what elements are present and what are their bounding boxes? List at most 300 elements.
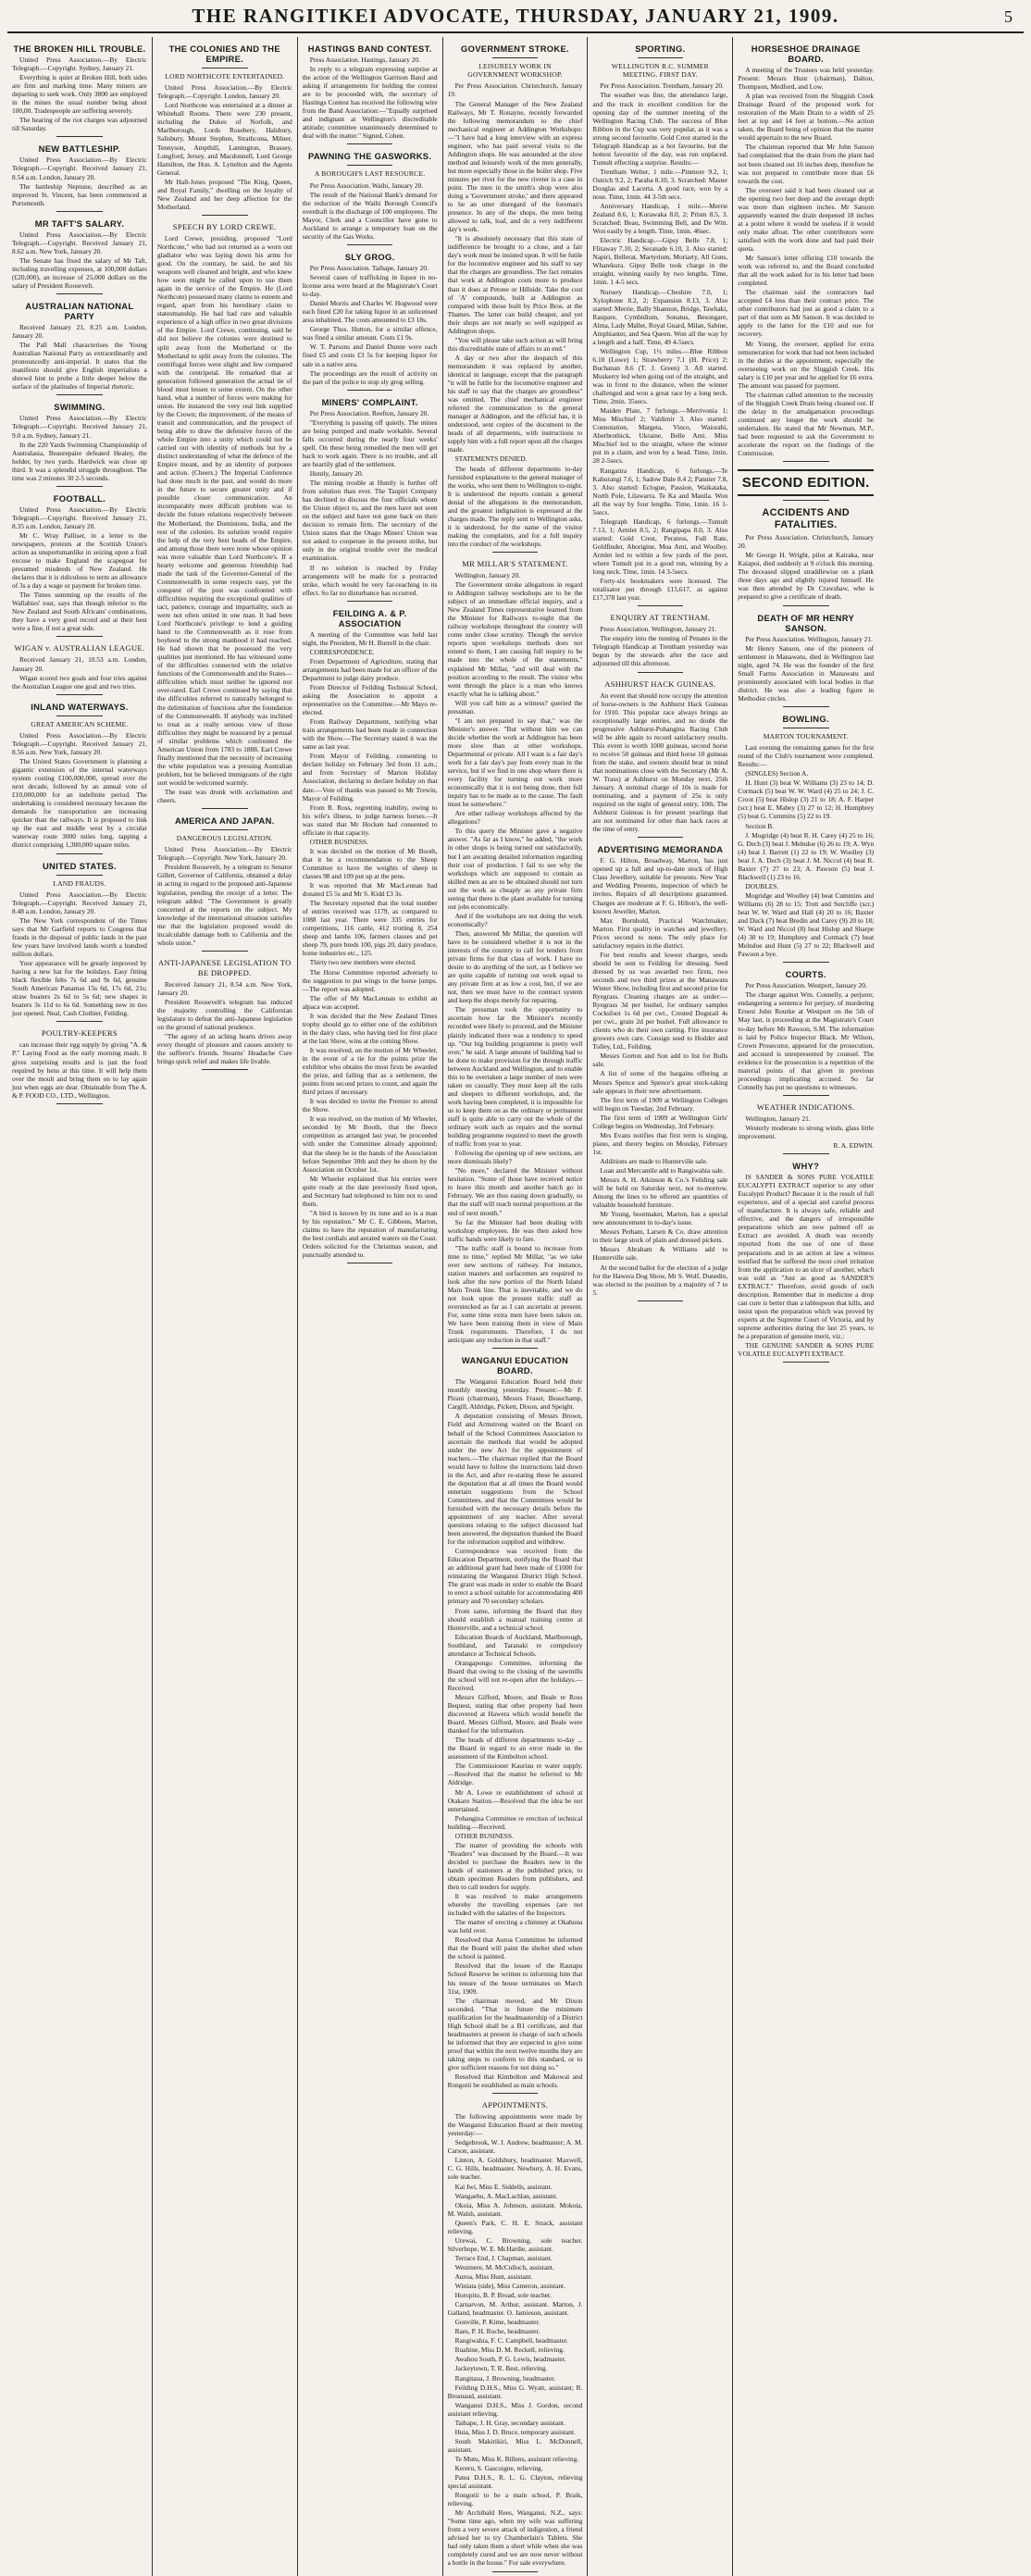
article-paragraph: Mr C. Wray Palliser, in a letter to the newspapers, protests at the Scottish Union's action as unsportsmanlike in seizing upon a frail excuse to make England the scapegoat for presumed misdeeds of New Zealand. He declares that it is ridiculous to term an allowance of 3s a day a wage or payment for broken time. xyxy=(12,530,147,591)
article-paragraph: Messrs Gorton and Son add to list for Bulls sale. xyxy=(592,1052,728,1069)
divider xyxy=(783,500,829,501)
article-paragraph: From Railway Department, notifying what train arrangements had been made in connection with the Show.—The Secretary stated it was the same as last year. xyxy=(302,717,438,752)
article-paragraph: Rangiwahia, F. C. Campbell, headmaster. xyxy=(454,2336,568,2346)
article-paragraph: Jackeytown, T. R. Best, relieving. xyxy=(454,2364,548,2373)
article-paragraph: Resolved that the lessee of the Rautapu School Reserve be written to informing him that his tenure of the house terminates on March 31st, 1909. xyxy=(447,1961,583,1996)
article-paragraph: Wellington Cup, 1½ miles.—Blue Ribbon 6.10 (Lowe) 1; Strawberry 7.1 (H. Price) 2; Buchanan 8.6 (T. J. Green) 3. All started. Muskerry led when going out of the straight, and was in front to the distance, when the winner challenged and won a great race by a long neck. Time, 2min. 35secs. xyxy=(592,346,728,406)
article xyxy=(12,218,147,294)
article-paragraph: Mr Archibald Rees, Wanganui, N.Z., says: "Some time ago, when my wife was suffering from a very severe attack of indigestion, a friend advised her to try Chamberlain's Tablets. She had only taken them a short while when she was completely cured and we are now never without a bottle in the house." For sale everywhere. xyxy=(447,2508,583,2568)
article-paragraph: In the 220 Yards Swimming Championship of Australasia, Beaurepaire defeated Healey, the holder, by two yards. Hardwick was close up third. It was a splendid struggle throughout. The time was 2 minutes 30 2-5 seconds. xyxy=(12,440,147,482)
article-paragraph: Last evening the remaining games for the first round of the Club's tournament were completed. Results:— xyxy=(738,743,875,769)
divider xyxy=(202,829,248,830)
article-paragraph: Maiden Plate, 7 furlongs.—Merrivonia 1; Miss Mischief 2; Valdimir 3. Also started: Connotation, Margeta, Vinco, Waiorahi, Aberbrothick, Ukraine, Belle Ami. Miss Mischief led to the straight, where the winner put in a claim, and won by a head. Time, 1min. 28 2-5secs. xyxy=(592,406,728,466)
article-paragraph: OTHER BUSINESS. xyxy=(454,1831,514,1840)
article-paragraph: "It is absolutely necessary that this state of indifference be brought to a close, and a fair day's work must be insisted upon. It will be futile for the locomotive engineer and his staff to say that the charges are groundless. The fact remains that work at Addington costs more to produce than it does at Petone or Hillside. Take the cost of 'A' compounds, built at Addington as compared with those built by Price Bros. at the Thames. The latter can build cheaper, and yet their shops are not nearly so well equipped as Addington shops. xyxy=(447,234,583,335)
article-paragraph: Education Boards of Auckland, Marlborough, Southland, and Taranaki re compulsory attendance at Technical Schools. xyxy=(447,1632,583,1658)
article xyxy=(738,1102,874,1154)
article-headline: GOVERNMENT STROKE. xyxy=(461,44,569,54)
article-paragraph: President Roosevelt's telegram has induced the majority controlling the Californian legislature to defeat the anti-Japanese legislation on the ground of national prudence. xyxy=(156,997,292,1032)
divider xyxy=(56,293,103,294)
article xyxy=(303,397,438,602)
article-paragraph: If no solution is reached by Friday arrangements will be made for a protracted strike, which would be very far-reaching in its effect. So far no disturbance has occurred. xyxy=(302,563,438,597)
article-paragraph: United Press Association.—By Electric Telegraph.—Copyright. Received January 21, 8.62 a.m. New York, January 20. xyxy=(12,230,147,255)
column-4 xyxy=(443,37,589,2576)
article-paragraph: The mining trouble at Huntly is further off from solution than ever. The Taupiri Company has declined to discuss the four officials whom the Union object to, and the men have not seen on the subject and have not gone back on their decision to remain firm. The secretary of the Union states that the Otago Miners' Union was not asked to cooperate in the present strike, but only in the original trouble over the medical examination. xyxy=(302,479,438,563)
article-paragraph: The Government stroke allegations in regard to Addington railway workshops are to be the subject of an immediate official inquiry, and a New Zealand Times representative learned from the Minister for Railways to-night that the railway workshops throughout the country will come under close scrutiny. Though the service reports upon workshops methods does not extend to them, I am causing full inquiry to be made into the whole of the statements," explained Mr Millar, "and will deal with the position according to the result. The visitor who went through the place is a man who knows exactly what he is talking about." xyxy=(447,580,583,698)
column-2 xyxy=(153,37,298,2576)
article-headline: NEW BATTLESHIP. xyxy=(38,143,121,155)
article-paragraph: Orangapongo Committee, informing the Board that owing to the closing of the sawmills the school will not re-open after the holidays.—Received. xyxy=(447,1658,583,1692)
article-headline: SWIMMING. xyxy=(54,402,106,413)
article-headline: FEILDING A. & P. ASSOCIATION xyxy=(332,607,407,628)
article-paragraph: Wigan scored two goals and four tries against the Australian League one goal and two tries. xyxy=(12,673,147,691)
article xyxy=(12,643,147,694)
article-headline: THE COLONIES AND THE EMPIRE. xyxy=(168,44,280,64)
article-headline: SECOND EDITION. xyxy=(738,469,874,496)
article-paragraph: Okoia, Miss A. Johnson, assistant. Mokoia, M. Walsh, assistant. xyxy=(447,2200,583,2218)
article-subheadline: DANGEROUS LEGISLATION. xyxy=(176,834,273,843)
article-paragraph: At the second ballot for the election of a judge for the Hawera Dog Show, Mr S. Wolf, Dunedin, was elected to the position by a majority of 7 to 5. xyxy=(592,1263,728,1297)
article-paragraph: STATEMENTS DENIED. xyxy=(454,454,528,464)
article-paragraph: United Press Association.—By Electric Telegraph.—Copyright. Received January 21, 9.0 a.m. Sydney, January 21. xyxy=(12,414,147,440)
divider xyxy=(56,1103,103,1104)
article-headline: MINERS' COMPLAINT. xyxy=(321,396,418,407)
article-paragraph: United Press Association.—By Electric Telegraph.—Copyright. Received January 21, 8.48 a.m. London, January 20. xyxy=(12,890,147,915)
article-paragraph: The pressman took the opportunity to ascertain how far the Minister's recently recorded were likely to proceed, and the Minister plainly indicated there was a tendency to speed up. "Our big building programme is pretty well over," he said. A large amount of building had to be done to make provision for the through traffic between Auckland and Wellington, and to enable this to be overtaken a large number of men were taken on casually. They must keep all the rails and sleepers to different workshops, and, the work having been completed, it is impossible for us to keep them on as the ordinary or permanent staff is quite able to carry out the whole of the ordinary work such as repairs and the normal building programme required to meet the growth of traffic from year to year. xyxy=(447,1005,583,1149)
article-paragraph: Mr Henry Sanson, one of the pioneers of settlement in Manawatu, died in Wellington last night, aged 74. He was the founder of the first Small Farms Association in Manawatu and prominently associated with local bodies in that district. He was also a leading figure in Methodist circles. xyxy=(738,643,875,703)
article xyxy=(592,679,727,839)
divider xyxy=(202,951,248,952)
article-paragraph: The chairman moved, and Mr Dixon seconded, "That in future the minimum qualification for the headmastership of a District High School shall be a B1 certificate, and that headmasters at present in charge of such schools be informed that they are expected to give some proof that within the next twelve months they are taking steps to conform to this standard, or to give sufficient reasons for not doing so." xyxy=(447,1996,583,2072)
article-paragraph: Resolved that Kimbolton and Makowai and Rongotii be established as main schools. xyxy=(447,2072,583,2090)
divider xyxy=(783,706,829,707)
article-paragraph: Press Association. Wellington, January 21. xyxy=(600,625,717,634)
article-paragraph: Your appearance will be greatly improved by having a new hat for the holidays. Easy fitting black flexible felts 7s 6d and 9s 6d, genuine South American Panamas 15s 6d, 17s 6d, 21s; straw boaters 2s 6d to 5s 6d; new shapes in boaters 3s 11d to 6s 6d. Something new in ties just opened. Neal, Cash Clothier, Feilding. xyxy=(12,959,147,1018)
article-paragraph: Huia, Miss J. D. Bruce, temporary assistant. xyxy=(454,2427,576,2436)
article-paragraph: Resolved that Auroa Committee be informed that the Board will paint the shelter shed when the school is painted. xyxy=(447,1935,583,1961)
article-paragraph: Mr Wheeler explained that his entries were quite ready at the date previously fixed upon, and Secretary had telephoned to him not to send them. xyxy=(302,1174,438,1208)
article-headline: BOWLING. xyxy=(782,713,829,724)
article-paragraph: Per Press Association. Wellington, January 21. xyxy=(745,634,873,643)
article-paragraph: Raes, P. H. Roche, headmaster. xyxy=(454,2327,540,2336)
article-paragraph: The overseer said it had been cleaned out at the opening two feet deep and the average depth was more than eighteen inches. Mr Sanson apparently wanted the drain deepened 18 inches at a point where it would be useless if it would only make afloat. The other contributors were satisfied with the work done and had paid their quota. xyxy=(738,185,875,253)
article-paragraph: Queen's Park, C. H. E. Strack, assistant relieving. xyxy=(447,2218,583,2235)
article-columns xyxy=(7,37,1024,2568)
article-paragraph: Thirty two new members were elected. xyxy=(309,958,417,967)
article-paragraph: Messrs A. H. Atkinson & Co.'s Feilding sale will be held on Saturday next, not to-morrow. Among the lines to be offered are quantities of valuable household furniture. xyxy=(592,1176,728,1210)
article-paragraph: From Department of Agriculture, stating that arrangements had been made for an officer of the Department to judge dairy produce. xyxy=(302,656,438,682)
article xyxy=(592,844,727,1300)
article-paragraph: The Horse Committee reported adversely to the suggestion to put wings to the horse jumps.—The report was adopted. xyxy=(302,967,438,993)
article-paragraph: "You will please take such action as will bring this discreditable state of affairs to an end." xyxy=(447,335,583,353)
article-subheadline: LORD NORTHCOTE ENTERTAINED. xyxy=(165,72,285,81)
article-signature: R. A. EDWIN. xyxy=(833,1141,875,1151)
article-paragraph: Ruahine, Miss D. M. Reckell, relieving. xyxy=(454,2346,565,2355)
article xyxy=(738,714,874,963)
article-paragraph: "The traffic staff is bound to increase from time to time," replied Mr Millar, "as we take over new sections of railway. For instance, station masters and surfacemen are required to look after the new portion of the North Island Main Trunk line. That is inevitable, and we do not look upon the present traffic staff as overstocked as far as I can ascertain at present. For, some time extra men have been taken on. We have been training them in view of Main Trunk requirements. Therefore, I do not anticipate any reduction in that staff." xyxy=(447,1243,583,1345)
page-number: 5 xyxy=(1004,7,1012,26)
article-headline: WEATHER INDICATIONS. xyxy=(756,1101,855,1112)
divider xyxy=(202,215,248,216)
article-subheadline: GREAT AMERICAN SCHEME. xyxy=(31,719,129,728)
article-paragraph: "I am not prepared to say that," was the Minister's answer. "But without him we can decide whether the work at Addington has been more slow than at other workshops. Departmental or private. All I want is a fair day's work for a fair day's pay from every man in the service, but if we find in one shop where there is every facility for turning out work more economically that it is not being done, then full inquiry has to be made as to the cause. The fault must be somewhere." xyxy=(447,716,583,809)
article-subheadline: WELLINGTON R.C. SUMMER MEETING. FIRST DAY. xyxy=(611,62,709,80)
article-paragraph: United Press Association.—By Electric Telegraph.—Copyright. New York, January 20. xyxy=(156,845,292,863)
article-paragraph: Received January 21, 8.25 a.m. London, January 20. xyxy=(12,323,147,341)
article-paragraph: THE GENUINE SANDER & SONS PURE VOLATILE EUCALYPTI EXTRACT. xyxy=(738,1341,875,1359)
divider xyxy=(638,672,684,673)
article-paragraph: Feilding D.H.S., Miss G. Wyatt, assistant; R. Brosnaud, assistant. xyxy=(447,2383,583,2400)
article-paragraph: The United States Government is planning a gigantic extension of the internal waterways system costing £100,000,000, spread over the next decade, followed by an annual vote of £10,000,000 for an indefinite period. The undertaking is considered necessary because the demands for transportation are increasing quicker than the railways. It is proposed to link up the east and middle west by a circular waterway route 3000 miles long, tapping a district comprising 1,300,000 square miles. xyxy=(12,757,147,850)
article-paragraph: Te Mutu, Miss K. Billens, assistant relieving. xyxy=(454,2454,579,2463)
article-paragraph: (SINGLES) Section A. xyxy=(745,769,809,778)
article-paragraph: CORRESPONDENCE. xyxy=(309,647,375,656)
article xyxy=(448,559,583,1349)
article-paragraph: The battleship Neptune, described as an improved St. Vincent, has been commenced at Portsmouth. xyxy=(12,181,147,207)
article-headline: WANGANUI EDUCATION BOARD. xyxy=(461,1355,569,1376)
article-paragraph: Lord Crewe, presiding, proposed "Lord Northcote," who had not returned as a worn out gladiator who was laying down his arms for good. On the contrary, he said, he and his weapons well cleaned and bright, and who knew how soon might be called upon to use them again in the service of the Empire. He (Lord Northcote) possessed many claims to esteem and regard, apart from his hereditary claim to statesmanship. He had had rare and valuable experience of a high office in two great divisions of the Empire. Lord Crewe, continuing, said he did not believe the colonies were destined to split away from the Motherland or the Motherland to split away from the colonies. The centrifugal forces were slight and few compared with the centripetal. He remarked that at generation followed generation the actual tie of blood must lessen to some extent. On the other hand, what a number of forces were making for union. He instanced the very real link supplied by the Crown; the improvement, of the means of transit and communication, and the prospect of being able to draw the defensive forces of the whole Empire into a unity which could not be carried out with identity of methods but by a distinct understanding of what the defence of the Empire meant, and by an identity of purposes and action. (Cheers.) The Imperial Conference had done much in the past, and would do more in the future to secure greater unity and if possible closer communication. An incomparably more difficult problem was to decide the future relations respectively between the Motherland, the Dominions, India, and the rest of the colonies. Its solution would require the help of the very best heads of the Empire, and among those there were none whose opinion was more valuable than Lord Northcote's. If a hearty welcome and generous friendship had made the task of the Governor-General of the Commonwealth in some respects easy, yet the conquest of the post was confronted with difficulties requiring the exceptional qualities of tact, patience, courage and impartiality, such as were not often united in one man. It had been Lord Northcote's privilege to lend a guiding hand to the Commonwealth as it rose from boyhood to the strong manhood it had reached. He had shown that he possessed the very qualities just mentioned. He has witnessed some of the difficulties connected with the relative functions of the Commonwealth and the States—difficulties which must neither be ignored nor over-rated. Earl Crewe continued by saying that the difficulties referred to naturally belonged to the delimitation of functions after the foundation of the Commonwealth. If anybody was inclined to treat as a really serious view of those difficulties they might be reassured by a perusal of similar problems which confronted the American Union from 1783 to 1888. Earl Crewe finally mentioned that the necessity of increasing the white population was a pressing Australian problem, but he believed immigrants of the right sort would be welcomed warmly. xyxy=(156,233,292,787)
article-paragraph: It was decided on the motion of Mr Booth, that it be a recommendation to the Sheep Committee to have the weights of sheep in classes 98 and 109 put up at the pens. xyxy=(302,846,438,880)
article xyxy=(12,861,147,1023)
article-paragraph: Westerly moderate to strong winds, glass little improvement. xyxy=(738,1123,875,1140)
article-paragraph: Kereru, S. Gascoigne, relieving. xyxy=(454,2463,543,2472)
article xyxy=(12,1028,147,1103)
article-paragraph: The result of the National Bank's demand for the reduction of the Waihi Borough Council's overdraft is the discharge of 100 employees. The Mayor, Clerk and a Councillor have gone to Auckland to arrange a temporary loan on the security of the Gas Works. xyxy=(302,190,438,241)
article-paragraph: The hearing of the riot charges was adjourned till Saturday. xyxy=(12,116,147,133)
article xyxy=(12,143,147,211)
article-paragraph: In reply to a telegram expressing surprise at the action of the Wellington Garrison Band and asking if arrangements for holding the contest are to be proceeded with, the secretary of Hastings Contest has received the following wire from the Band Association:—"Equally surprised and indignant at Wellington's discreditable attitude; committee unanimously determined to deal with the matter." Signed, Cohen. xyxy=(302,65,438,141)
divider xyxy=(638,1300,684,1301)
article-paragraph: Messrs Abraham & Williams add to Hunterville sale. xyxy=(592,1245,728,1263)
article-headline: AMERICA AND JAPAN. xyxy=(174,815,275,827)
article-paragraph: Mr Young, bootmaker, Marton, has a special new announcement in to-day's issue. xyxy=(592,1210,728,1227)
article-paragraph: Wellington, January 20. xyxy=(454,570,520,579)
article-paragraph: The matter of erecting a chimney at Okahuna was held over. xyxy=(447,1918,583,1935)
article-paragraph: Horopito, B. P. Broad, sole teacher. xyxy=(454,2291,552,2300)
article-headline: ENQUIRY AT TRENTHAM. xyxy=(610,613,711,623)
article-paragraph: Gonville, P. Kime, headmaster. xyxy=(454,2318,540,2327)
article-headline: AUSTRALIAN NATIONAL PARTY xyxy=(25,301,134,322)
article xyxy=(12,702,147,854)
article-paragraph: A list of some of the bargains offering at Messrs Spence and Spence's great stock-taking sale appears in their new advertisement. xyxy=(592,1069,728,1095)
divider xyxy=(492,2571,539,2572)
article-paragraph: The heads of different departments to-day furnished explanations to the general manager of the works, who sent them to Wellington to-night. It is understood the reports contain a general denial of the allegations in the memorandum, and the greatest indignation is expressed at the charges made. The reply sent to Wellington asks, it is understood, for the name of the visitor making the complaints, and for a full inquiry into the conduct of the workshops. xyxy=(447,464,583,548)
divider xyxy=(347,601,393,602)
column-5 xyxy=(588,37,733,2576)
article-paragraph: The General Manager of the New Zealand Railways, Mr T. Ronayne, recently forwarded the following memorandum to the chief mechanical engineer at Addington Workshops:—"I have had a long interview with an express engineer, who has paid several visits to the Addington shops. He was astounded at the slow method and leisurely work of the men generally, but more especially those in the boiler shop. Five minutes per rivet for the new riveter is a case in point. The men in the smith's shop were also doing a 'Government stroke,' and there appeared to be an utter disregard of the foreman's presence. In any of the shops, the men being allowed to talk, loaf, and do a very indifferent day's work. xyxy=(447,99,583,234)
article xyxy=(157,958,292,1070)
article-paragraph: It was resolved, on the motion of Mr Wheeler, seconded by Mr Booth, that the fleece competition as arranged last year, be proceeded with under the Committee already appointed; that the sheep be in the hands of the Association before September 30th and they be shorn by the Association on October 1st. xyxy=(302,1114,438,1174)
article xyxy=(303,151,438,245)
article-paragraph: The chairman reported that Mr John Sanson had complained that the drain from the plant had not been cleaned out 16 inches deep, therefore he was not prepared to contribute more than £6 towards the cost. xyxy=(738,143,875,185)
article-paragraph: From same, informing the Board that they should establish a manual training centre at Hunterville, and a technical school. xyxy=(447,1606,583,1632)
article-paragraph: United Press Association.—By Electric Telegraph.—Copyright. Received January 21, 8.56 a.m. New York, January 20. xyxy=(12,730,147,756)
article-paragraph: South Makirikiri, Miss L. McDonnell, assistant. xyxy=(447,2436,583,2454)
article-paragraph: Nursery Handicap.—Cheshire 7.0, 1; Xylophone 8.2, 2; Expansion 8.13, 3. Also started: Merrie, Bally Shannon, Bridge, Tawhaki, Raupare, Cymbidium, Sonatus, Besongare, Alma, Lady Mallet, Royal Guard, Milan, Sabine, Amphianter, and Sea Queen. Won all the way by a length and a half. Time, 49 4-5secs. xyxy=(592,287,728,346)
article-paragraph: Wellington, January 21. xyxy=(745,1114,811,1123)
divider xyxy=(56,1021,103,1022)
divider xyxy=(783,962,829,963)
article xyxy=(12,402,147,486)
article-headline: APPOINTMENTS. xyxy=(481,2100,549,2110)
article-paragraph: For best results and lowest charges, seeds should be sent to Feilding for dressing. Seed dressed by us was awarded two firsts, two seconds and two third prizes at the Manawatu Winter Show, including first and second prize for Ryegrass. Cleaning charges are as under:—Ryegrass 3d per bushel, for ordinary samples Cocksfoot 1s 6d per cwt., Crested Dogstail 4s per cwt., grain 2d per bushel. Full allowance to clients who do their own carting. Fire insurance growers own care. Consign seed to Hodder and Tolley, Ltd., Feilding. xyxy=(592,950,728,1052)
article-paragraph: Huntly, January 20. xyxy=(309,468,364,478)
article-headline: ACCIDENTS AND FATALITIES. xyxy=(762,507,850,531)
article-headline: PAWNING THE GASWORKS. xyxy=(308,151,432,162)
article-paragraph: The toast was drunk with acclamation and cheers. xyxy=(156,788,292,805)
article-paragraph: From Mayor of Feilding, consenting to declare holiday on February 3rd from 11 a.m.; and from Secretary of Marton Holiday Association, declaring to declare holiday on that date.—Vote of thanks was passed to Mr Trewin, Mayor of Feilding. xyxy=(302,752,438,803)
article-paragraph: OTHER BUSINESS. xyxy=(309,837,368,846)
article-paragraph: Per Press Association. Christchurch, January 20. xyxy=(738,533,875,551)
article-paragraph: The Wanganui Education Board held their monthly meeting yesterday. Present:—Mr F. Pirani (chairman), Messrs Fraser, Beauchamp, Cargill, Aldridge, Pickett, Dixon, and Speight. xyxy=(447,1377,583,1412)
article-paragraph: Everything is quiet at Broken Hill, both sides are firm and marking time. Many miners are departing to seek work. Only 3800 are employed in the mines the usual number being about 100,00. Tradespeople are suffering severely. xyxy=(12,73,147,116)
article-paragraph: H. Hunt (3) beat W. Williams (3) 23 to 14; D. Cormack (5) beat W. W. Ward (4) 25 to 24; J. C. Croot (5) beat Hislop (3) 21 to 18; A. F. Harper (scr.) beat E. Mabey (3) 27 to 12; H. Humphrey (5) beat G. Cummins (5) 22 to 19. xyxy=(738,778,875,821)
divider xyxy=(202,808,248,809)
article xyxy=(303,252,438,391)
article-paragraph: Trentham Welter, 1 mile.—Pinmore 9.2, 1; Ostrich 9.2, 2; Paraha 8.10, 3. Scratched: Master Douglas and Lacerta. A good race, won by a nose. Time, 1min. 44 3-5th secs. xyxy=(592,167,728,202)
article-subheadline: LEISURELY WORK IN GOVERNMENT WORKSHOP. xyxy=(467,62,563,80)
article-paragraph: It was resolved, on the motion of Mr Wheeler, in the event of a tie for the points prize the exhibitor who obtains the most firsts be awarded the prize, and failing that as a settlement, the points from second prizes to count, and again the third prizes if necessary. xyxy=(302,1045,438,1097)
article-paragraph: It was resolved to make arrangements whereby the travelling expenses (are not included with the salaries of the Inspectors. xyxy=(447,1892,583,1918)
article-paragraph: Per Press Association. Taihape, January 20. xyxy=(309,264,429,272)
article-paragraph: A plan was received from the Sluggish Creek Drainage Board of the proposed work for restoration of the Main Drain to a width of 25 feet at top and 14 feet at bottom.—No action taken, the Board being of opinion that the matter would appertain to the new Board. xyxy=(738,92,875,143)
article-paragraph: President Roosevelt, by a telegram to Senator Gillett, Governor of California, obtained a delay in acting in regard to the proposed anti-Japanese legislation, pending the receipt of a letter. The telegram added: "The Government is greatly concerned at the reports on the subject. My knowledge of the international situation satisfies me that the legislation proposed would do incalculable damage both to California and the whole union." xyxy=(156,863,292,947)
article-paragraph: Daniel Morris and Charles W. Hogwood were each fined £20 for taking liquor in an unlicensed area inhabited. The costs amounted to £3 18s. xyxy=(302,299,438,325)
article xyxy=(738,44,874,462)
article-paragraph: From R. Ross, regretting inability, owing to his wife's illness, to judge harness horses.—It was stated that Mr Hocken had consented to officiate in that capacity. xyxy=(302,803,438,837)
article-paragraph: Section B. xyxy=(745,821,775,830)
article-headline: THE BROKEN HILL TROUBLE. xyxy=(13,44,146,54)
article-paragraph: Westmere, M. McCulloch, assistant. xyxy=(454,2262,554,2271)
article-paragraph: The following appointments were made by the Wanganui Education Board at their meeting yesterday:— xyxy=(447,2112,583,2138)
article-paragraph: The weather was fine, the attendance large, and the track in excellent condition for the opening day of the summer meeting of the Wellington Racing Club. The success of Blue Ribbon in the Cup was very popular, as it was a strong second favourite. Gold Crest started in the Telegraph Handicap as a hot favourite, but the hottest favourite of the day, was run unplaced. Tumult effecting a surprise. Results:— xyxy=(592,91,728,167)
article-headline: COURTS. xyxy=(785,969,826,980)
divider xyxy=(638,57,684,58)
article-paragraph: Mrs Evans notifies that first term is singing, piano, and theory begins on Monday, February 1st. xyxy=(592,1130,728,1156)
divider xyxy=(347,165,393,166)
divider xyxy=(783,1095,829,1096)
column-1 xyxy=(7,37,153,2576)
article-paragraph: W. T. Parsons and Daniel Dunne were each fined £5 and costs £3 5s for keeping liquor for sale in a native area. xyxy=(302,342,438,368)
article-headline: MR TAFT'S SALARY. xyxy=(34,218,125,229)
article-paragraph: Urewai, C. Browning, sole teacher. Silverhope, W. E. McHardie, assistant. xyxy=(447,2235,583,2253)
article-paragraph: Will you call him as a witness? queried the pressman. xyxy=(447,698,583,716)
article xyxy=(12,493,147,638)
divider xyxy=(56,636,103,637)
divider xyxy=(56,394,103,395)
article-subheadline: A BOROUGH'S LAST RESOURCE. xyxy=(314,169,426,179)
article-paragraph: Following the opening up of new sections, are more dismissals likely? xyxy=(447,1149,583,1166)
article-paragraph: Are other railway workshops affected by the allegations? xyxy=(447,809,583,827)
article-headline: SPEECH BY LORD CREWE. xyxy=(172,221,277,231)
article-paragraph: The Secretary reported that the total number of entries received was 1179, as compared to 1088 last year. There were 335 entries for competitions, 116 cattle, 412 trotting 8, 254 sheep and lambs 106, farmers classes and pet sheep 79, pure breds 100, pigs 20, dairy produce, home industries etc., 125. xyxy=(302,899,438,958)
article-headline: SLY GROG. xyxy=(344,252,395,262)
article-paragraph: The Senate has fixed the salary of Mr Taft, including travelling expenses, at 100,000 dollars (£20,000), an increase of 25,000 dollars on the salary of President Roosevelt. xyxy=(12,255,147,290)
article-paragraph: Correspondence was received from the Education Department, notifying the Board that an additional grant had been made of £1000 for reinstating the Wanganui District High School. The grant was made in order to enable the Board to erect a school suitable for accommodating 400 primary and 70 secondary scholars. xyxy=(447,1547,583,1606)
article-paragraph: From Director of Feilding Technical School, asking the Association to appoint a representative on the Committee.—Mr Mayo re-elected. xyxy=(302,682,438,717)
article-paragraph: Mr Sanson's letter offering £10 towards the work was referred to, and the Board concluded that all the work asked for in his letter had been completed. xyxy=(738,254,875,288)
article-paragraph: United Press Association.—By Electric Telegraph.—Copyright. Received January 21, 8.54 a.m. London, January 20. xyxy=(12,156,147,181)
article-headline: INLAND WATERWAYS. xyxy=(31,701,129,712)
article-paragraph: "The agony of an aching hearts drives away every thought of pleasure and causes anxiety to the sufferer's friends. Stearns' Headache Cure brings quick relief and makes life livable. xyxy=(156,1032,292,1066)
divider xyxy=(56,211,103,212)
article-paragraph: Then, answered Mr Millar, the question will have to be considered whether it is not in the interests of the country to call for tenders from private firms for that class of work. I have no desire to do anything of the sort, as I believe we are quite capable of turning out work equal to any private firm at as low a cost, but, if we are not, then we must have to the contract system and keep the shops merely for repairing. xyxy=(447,928,583,1005)
article-paragraph: "Everything is passing off quietly. The mines are being pumped and made workable. Several falls occurred during the nearly four weeks' spell. On these being remedied the men will get back to work again. There is no trouble, and all are heartily glad of the settlement. xyxy=(302,417,438,468)
column-6 xyxy=(733,37,878,2576)
article-paragraph: The chairman called attention to the necessity of the Sluggish Creek Drain being cleaned out. If the delay in the amalgamation proceedings continued any longer the work should be undertaken. He stated that Mr Newman, M.P., had been requested to ask the Government to accelerate the report on the findings of the Commission. xyxy=(738,390,875,458)
article-headline: ADVERTISING MEMORANDA xyxy=(597,844,724,855)
article-headline: ASHHURST HACK GUINEAS. xyxy=(604,678,716,689)
divider xyxy=(783,1362,829,1363)
article-headline: WHY? xyxy=(792,1161,820,1172)
article-paragraph: Pohangina Committee re erection of technical building.—Received. xyxy=(447,1813,583,1831)
article-paragraph: Several cases of trafficking in liquor in no-license area were heard at the Magistrate's Court to-day. xyxy=(302,273,438,299)
article-paragraph: The matter of providing the schools with "Readers" was discussed by the Board.—It was decided to purchase the Readers now in the hands of stationers at the published price, to obtain specimen Readers from publishers, and then to call tenders for supply. xyxy=(447,1840,583,1892)
article-paragraph: Rongotii to be a main school, P. Braik, relieving. xyxy=(447,2491,583,2508)
article-paragraph: Per Press Association. Christchurch, January 19. xyxy=(447,81,583,99)
article xyxy=(157,44,292,216)
article xyxy=(12,44,147,137)
article-paragraph: Sedgebrook, W. J. Andrew, headmaster; A. M. Carson, assistant. xyxy=(447,2138,583,2156)
article-paragraph: Anniversary Handicap, 1 mile.—Merrie Zealand 8.6, 1; Kurawaka 8.0, 2; Prism 8.5, 3. Scratched: Beau, Swimming Bell, and De Witt. Won easily by a length. Time, 1min. 46sec. xyxy=(592,202,728,236)
article xyxy=(157,815,292,952)
article-paragraph: Lord Northcote was entertained at a dinner at Whitehall Rooms. There were 230 present, including the Dukes of Norfolk, and Marlborough, Lords Rosebery, Halsbury, Salisbury, Mount Stephen, Strathcona, Milner, Tennyson, Ampthill, Lamington, Brassey, Longford, Jersey, and Macdonnell, Lord George Hamilton, the Hon. A. Lyttelton and the Agents General. xyxy=(156,101,292,177)
divider xyxy=(56,694,103,695)
article-headline: SPORTING. xyxy=(635,44,686,54)
article xyxy=(592,613,727,672)
divider xyxy=(56,875,103,876)
article-paragraph: Terrace End, J. Chapman, assistant. xyxy=(454,2253,553,2262)
divider xyxy=(783,605,829,606)
article-paragraph: Mr George H. Wright, pilot at Kairaka, near Kaiapoi, died suddenly at 9 o'clock this morning. The deceased slipped straddlewise on a plank three days ago and slightly injured himself. He was then attended by Dr Crawshaw, who is prepared to give a certificate of death. xyxy=(738,551,875,602)
divider xyxy=(347,390,393,391)
article-paragraph: The proceedings are the result of activity on the part of the police to stop sly grog selling. xyxy=(302,368,438,386)
article xyxy=(738,613,874,707)
article-paragraph: A day or two after the despatch of this memorandum it was replaced by another, identical in language, except that the paragraph "it will be futile for the locomotive engineer and his staff to say that the charges are groundless" was omitted. The chief mechanical engineer referred the communication to the general manager at Addington, and the official has, it is understood, sent copies of the document to the heads of all departments, with instructions to supply him with a full report upon all the charges made. xyxy=(447,353,583,454)
article-paragraph: The New York correspondent of the Times says that Mr Garfield reports to Congress that frauds in the disposal of public lands in the past few years have involved lands worth a hundred million dollars. xyxy=(12,915,147,959)
article-paragraph: Received January 21, 8.54 a.m. New York, January 20. xyxy=(156,979,292,997)
divider xyxy=(56,136,103,137)
divider xyxy=(638,605,684,606)
article-paragraph: Telegraph Handicap, 6 furlongs.—Tumult 7.13, 1; Armlet 8.5, 2; Rangipapa 8.0, 3. Also started: Gold Crest, Peratess, Full Rate, Goldfinder, Aborigine, Moa Ami, and Woolley. Armlet led to within a few yards of the post, where Tumult put in a good run, winning by a long neck. Time, 1min. 14 3-5secs. xyxy=(592,516,728,577)
divider xyxy=(202,1069,248,1070)
article-paragraph: Wanganui D.H.S., Miss J. Gordon, second assistant relieving. xyxy=(447,2400,583,2418)
article-paragraph: The Times summing up the results of the Wallabies' tour, says that though inferior to the New Zealand and South Africans' combinations, they have a very good record and at their best were a fine, if not a great side. xyxy=(12,591,147,633)
article xyxy=(448,44,583,553)
article-paragraph: Carnarvon, M. Arthur, assistant. Marton, J. Galland, headmaster. O. Jamieson, assistant. xyxy=(447,2300,583,2318)
article xyxy=(448,2100,583,2571)
divider xyxy=(783,461,829,462)
article-paragraph: It was decided that the New Zealand Times trophy should go to either one of the exhibitors in the dairy class, who having tied for first place at the last Show, wins at the coming Show. xyxy=(302,1011,438,1045)
article-paragraph: Received January 21, 10.53 a.m. London, January 20. xyxy=(12,655,147,673)
article xyxy=(448,1355,583,2094)
article-paragraph: Per Press Association. Reefton, January 20. xyxy=(309,408,429,417)
article-paragraph: Mr Hall-Jones proposed "The King, Queen, and Royal Family," dwelling on the loyalty of New Zealand and her deep affection for the Motherland. xyxy=(156,177,292,211)
article-paragraph: Awahou South, P. G. Lewis, headmaster. xyxy=(454,2355,566,2364)
column-3 xyxy=(298,37,443,2576)
divider xyxy=(56,486,103,487)
article-paragraph: Mr Young, the overseer, applied for extra remuneration for work that had not been included in the duties at the appointment, especially the overseeing work on the Sluggish Creek. His salary is £10 per year and he applied for £6 extra. The amount was passed for payment. xyxy=(738,339,875,390)
article-paragraph: Rangatira Handicap, 6 furlongs.—Te Kahurangi 7.6, 1; Sadow Dale 8.4 2; Pannier 7.8, 3. Also started: Eclogue, Passion, Waikataka, North Pole, Lilawarra. Te Ka and Manila. Won all the way by four lengths. Time, 1min. 16 1-5secs. xyxy=(592,466,728,516)
article xyxy=(738,1161,874,1363)
article-subheadline: MARTON TOURNAMENT. xyxy=(763,731,849,740)
article xyxy=(303,608,438,1263)
article-paragraph: Mogridge and Woolley (4) beat Cummins and Williams (6) 28 to 15; Trott and Sutcliffe (scr.) beat W. W. Ward and Hall (4) 20 to 16; Baxter and Duck (7) beat Bredin and Carey (9) 20 to 18; W. Ward and Niccol (8) beat Hislop and Sharpe (4) 30 to 19; Humphrey and Cormack (7) beat Melndoe and Hunt (5) 27 to 22; Blackwell and Pawson a bye. xyxy=(738,890,875,959)
article-paragraph: Additions are made to Hunterville sale. xyxy=(600,1156,708,1165)
article-paragraph: Kai Iwi, Miss E. Siddells, assistant. xyxy=(454,2182,553,2191)
divider xyxy=(492,2093,539,2094)
article-paragraph: The first term of 1909 at Wellington Girls' College begins on Wednesday, 3rd February. xyxy=(592,1113,728,1130)
divider xyxy=(347,244,393,245)
article xyxy=(303,44,438,144)
article-paragraph: The offer of Mr MacLennan to exhibit an alpaca was accepted. xyxy=(302,993,438,1011)
article-headline: DEATH OF MR HENRY SANSON. xyxy=(757,612,854,633)
divider xyxy=(492,57,539,58)
article-headline: UNITED STATES. xyxy=(42,860,117,871)
article-headline: HORSESHOE DRAINAGE BOARD. xyxy=(751,44,861,64)
article-paragraph: Max Bornhold, Practical Watchmaker, Marton. First quality in watches and jewellery. Prices second to none. The only place for satisfactory repairs in the district. xyxy=(592,915,728,950)
article-paragraph: An event that should now occupy the attention of horse-owners is the Ashhurst Hack Guineas for 1910. This popular race always brings an exceptionally large entries, and no doubt the progressive Ashhurst-Pohangina Racing Club will be able again to record satisfactory results. This event is worth 1000 guineas, second horse to receive 50 guineas and third horse 10 guineas from the stake, and owners should bear in mind that nominations close with the Secretary (Mr A. W. Trass) at Ashhurst on Monday next, 25th January. A nominal charge of 10s is made for nominating, and a payment of 25s is only required on the night of general entry, 10th. The Ashhurst Guineas is for present yearlings that are not nominated for other than hack races at the time of entry. xyxy=(592,691,728,834)
article-paragraph: can increase their egg supply by giving "A. & P." Laying Food as the early morning mash. It gives surprising results and is just the food required by hens at this time. It will help them over the moult and bring them on to lay again just when eggs are dear. Obtainable from The A. & P. FOOD CO., LTD., Wellington. xyxy=(12,1040,147,1100)
article-paragraph: IS SANDER & SONS PURE VOLATILE EUCALYPTI EXTRACT superior to any other Eucalypti Product? Because it is the result of full experience, and of a special and careful process of manufacture. It is always safe, reliable and effective, and the dangers of irresponsible preparations which are now palmed off as Extract are avoided. A death was recently reported from the use of one of these preparations and in an action at law a witness testified that he suffered the most cruel irritation from the application to an ulcer of another, which was sold as "Just as good as SANDER'S EXTRACT." Therefore, avoid goods of such description. Remember that in medicine a drop can cure is better than a tablespoon that kills, and insist upon the preparation which was proved by experts at the Supreme Court of Victoria, and by supreme authorities during the last 25 years, to be a preparation of genuine merit, viz.: xyxy=(738,1173,875,1340)
article-paragraph: Per Press Association. Trentham, January 20. xyxy=(600,81,724,91)
article-headline: WIGAN v. AUSTRALIAN LEAGUE. xyxy=(14,643,145,653)
article-paragraph: The first term of 1909 at Wellington Colleges will begin on Tuesday, 2nd February. xyxy=(592,1095,728,1113)
article-headline: POULTRY-KEEPERS xyxy=(41,1028,118,1039)
article xyxy=(12,301,147,395)
article-paragraph: It was reported that Mr MacLennan had donated £5 5s and Mr S. Kidd £3 3s. xyxy=(302,881,438,899)
article-headline: HASTINGS BAND CONTEST. xyxy=(307,44,432,54)
article-paragraph: Mr A. Lowe re establishment of school at Otakaro Station.—Resolved that the idea be not entertained. xyxy=(447,1787,583,1813)
article-paragraph: To this query the Minister gave a negative answer. "As far as I know," he added, "the work in other shops is being turned out satisfactorily, but I am awaiting detailed information regarding their cost of production. I fail to see why the workshops which are supposed to contain as skilled men as are to be obtained should not turn out the work as cheaply as any private firm seeing that there is the plant available for turning out jobs economically. xyxy=(447,827,583,911)
article-paragraph: Per Press Association. Westport, January 20. xyxy=(745,981,867,990)
divider xyxy=(783,1153,829,1154)
article xyxy=(738,469,874,501)
article-paragraph: The enquiry into the running of Penates in the Telegraph Handicap at Trentham yesterday was begun by the stewards after the race and adjourned till this afternoon. xyxy=(592,634,728,668)
article-paragraph: It was decided to invite the Premier to attend the Show. xyxy=(302,1097,438,1114)
article-paragraph: A meeting of the Committee was held last night, the President, Mr H. Burrell in the chair. xyxy=(302,629,438,647)
divider xyxy=(492,1348,539,1349)
article xyxy=(738,969,874,1096)
article-paragraph: Auroa, Miss Hunt, assistant. xyxy=(454,2271,533,2281)
article-paragraph: DOUBLES. xyxy=(745,881,779,890)
masthead-title: THE RANGITIKEI ADVOCATE, THURSDAY, JANUARY 21, 1909. xyxy=(192,4,839,27)
article-paragraph: The charge against Wm. Connelly, a perjurer, endangering a sentence for perjury, of murdering Ernest John Rourke at Westport on the 5th of May last, is proceeding at the Magistrate's Court to-day before Mr Rawson, S.M. The information is laid by Police Inspector Black. Mr Wilson, Crown Prosecutor, appeared for the prosecution, and accused is unrepresented by counsel. The evidence for the prosecution is a repetition of the material points of that given in previous proceedings implicating accused. So far Connelly has put no questions to witnesses. xyxy=(738,990,875,1091)
article-paragraph: Winiata (side), Miss Cameron, assistant. xyxy=(454,2282,565,2291)
article-paragraph: So far the Minister had been dealing with workshop employees. He was then asked how traffic hands were likely to fare. xyxy=(447,1217,583,1243)
article-paragraph: United Press Association.—By Electric Telegraph.—Copyright. Sydney, January 21. xyxy=(12,56,147,73)
article-paragraph: The heads of different departments to-day ... the Board in regard to an error made in the assessment of the Kimbolton school. xyxy=(447,1736,583,1761)
article-paragraph: The Pall Mall characterises the Young Australian National Party as extraordinarily and pronouncedly anti-imperial. It states that the manifesto should give English imperialists a shrewd hint to probe a little deeper below the surface of the platitudes of Imperial rhetoric. xyxy=(12,341,147,392)
article-paragraph: A deputation consisting of Messrs Brown, Field and Armstrong waited on the Board on behalf of the School Committees Association to ascertain the methods that would be adopted under the new Act for the appointment of teachers.—The chairman replied that the Board would have to follow the instructions laid down in the Act, and after re-stating these he assured the deputation that at all times the Board would entertain suggestions from the School Committees, and that the Committees would be furnished with the necessary details before the appointment of any teacher. After several questions relating to the subject discussed had been answered, the deputation thanked the Board for the information supplied and withdrew. xyxy=(447,1412,583,1547)
article-paragraph: Press Association. Hastings, January 20. xyxy=(309,56,420,64)
article-paragraph: The chairman said the contractors had accepted £4 less than their contract price. The other contributors had just as good a claim to a part of that sum as Mr Sanson. It was decided to apply to the latter for the £10 and sue for recovery. xyxy=(738,288,875,339)
article-headline: MR MILLAR'S STATEMENT. xyxy=(462,558,568,568)
article-paragraph: Linton, A. Goldsbury, headmaster. Maxwell, C. G. Hills, headmaster. Newbury, A. H. Evans, sole teacher. xyxy=(447,2156,583,2182)
divider xyxy=(638,837,684,838)
article-paragraph: J. Mogridge (4) beat R. H. Carey (4) 25 to 16; G. Dech (3) beat J. Melndoe (6) 26 to 19; A. Wyn (4) beat J. Barrett (1) 22 to 19; W. Woolley (3) beat J. A. Dech (3) beat J. M. Niccol (4) beat R. Baxter (7) 27 to 23; A. Pawson (5) beat J. Blackwell (1) 23 to 16. xyxy=(738,830,875,881)
article-headline: FOOTBALL. xyxy=(53,492,106,504)
article-subheadline: LAND FRAUDS. xyxy=(53,878,106,888)
article-paragraph: "A bird is known by its tune and so is a man by his reputation." Mr C. E. Gibbons, Marton, claims to have the reputation of manufacturing the best cordials and aerated waters on the Coast. Orders solicited for the Christmas season, and punctually attended to. xyxy=(302,1208,438,1260)
article xyxy=(157,222,292,809)
article-paragraph: Patea D.H.S., R. L. G. Clayton, relieving special assistant. xyxy=(447,2473,583,2491)
masthead xyxy=(7,0,1024,33)
article-paragraph: A meeting of the Trustees was held yesterday. Present: Messrs Hunt (chairman), Dalton, Thompson, Medford, and Low. xyxy=(738,66,875,92)
article-paragraph: F. G. Hilton, Broadway, Marton, has just opened up a full and up-to-date stock of High Class Jewellery, suitable for presents. New Year and Wedding Presents, inspection of which he invites. Repairs of all descriptions guaranteed. Charges are moderate at F. G. Hilton's, the well-known Jeweller, Marton. xyxy=(592,856,728,915)
divider xyxy=(56,853,103,854)
article-paragraph: Loan and Mercantile add to Rangiwahia sale. xyxy=(600,1165,725,1175)
